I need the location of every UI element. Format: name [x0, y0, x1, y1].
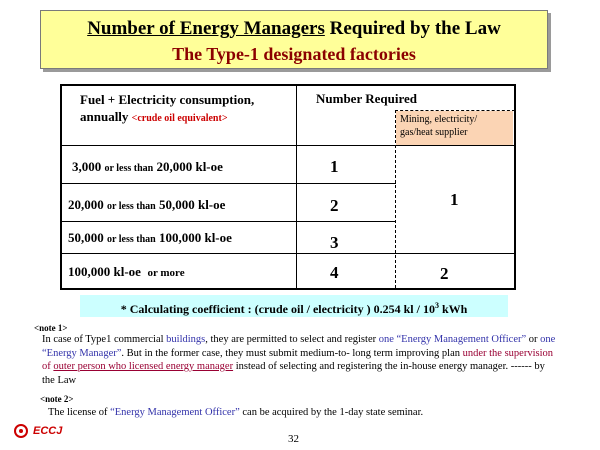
table-col-divider [296, 85, 297, 288]
note1-label: <note 1> [34, 323, 68, 333]
title-underlined: Number of Energy Managers [87, 18, 325, 39]
crude-oil-note: <crude oil equivalent> [131, 113, 228, 124]
mining-label-line1: Mining, electricity/ [400, 114, 478, 125]
row-range: 50,000 or less than 100,000 kl-oe [68, 230, 232, 245]
table-row-divider [61, 253, 515, 254]
calculating-coefficient: * Calculating coefficient : (crude oil / electricity ) 0.254 kl / $10^3$ kWh [80, 295, 508, 317]
mining-supplier-label [396, 111, 513, 145]
row-required: 4 [330, 263, 339, 282]
table-header-divider [61, 145, 515, 146]
row-required: 2 [330, 196, 339, 215]
title-box [40, 10, 548, 69]
slide-subtitle: The Type-1 designated factories [172, 44, 416, 64]
row-required: 3 [330, 233, 339, 252]
row-range: 20,000 or less than 50,000 kl-oe [68, 197, 226, 212]
mining-required-upper: 1 [450, 190, 459, 209]
eccj-logo-icon [14, 424, 28, 438]
mining-required-lower: 2 [440, 264, 449, 283]
header-consumption-line1: Fuel + Electricity consumption, [80, 92, 255, 107]
table-row-divider [61, 221, 396, 222]
note1-text: In case of Type1 commercial buildings, they are permitted to select and register one “Energy Management Officer” or one “Energy Manager”. But in the former case, they must submit medium-to- long term improving plan under the supervision of outer person who licensed energy manager instead of selecting and registering the in-house energy manager. ------ by the Law [42, 334, 556, 386]
mining-label-line2: gas/heat supplier [400, 127, 468, 138]
page-number: 32 [288, 433, 299, 445]
header-consumption [80, 91, 254, 127]
title-rest: Required by the Law [324, 18, 501, 39]
note2-text: The license of “Energy Management Officer” can be acquired by the 1-day state seminar. [48, 407, 424, 418]
table-row-divider [61, 183, 396, 184]
header-consumption-line2: annually [80, 109, 129, 124]
row-range: 3,000 or less than 20,000 kl-oe [72, 159, 223, 174]
eccj-logo-text: ECCJ [33, 425, 63, 437]
header-number-required: Number Required [316, 91, 417, 106]
note2-label: <note 2> [40, 394, 74, 404]
eccj-logo [14, 424, 62, 438]
row-range: 100,000 kl-oe or more [68, 264, 185, 279]
row-required: 1 [330, 157, 339, 176]
slide-title [41, 18, 547, 40]
